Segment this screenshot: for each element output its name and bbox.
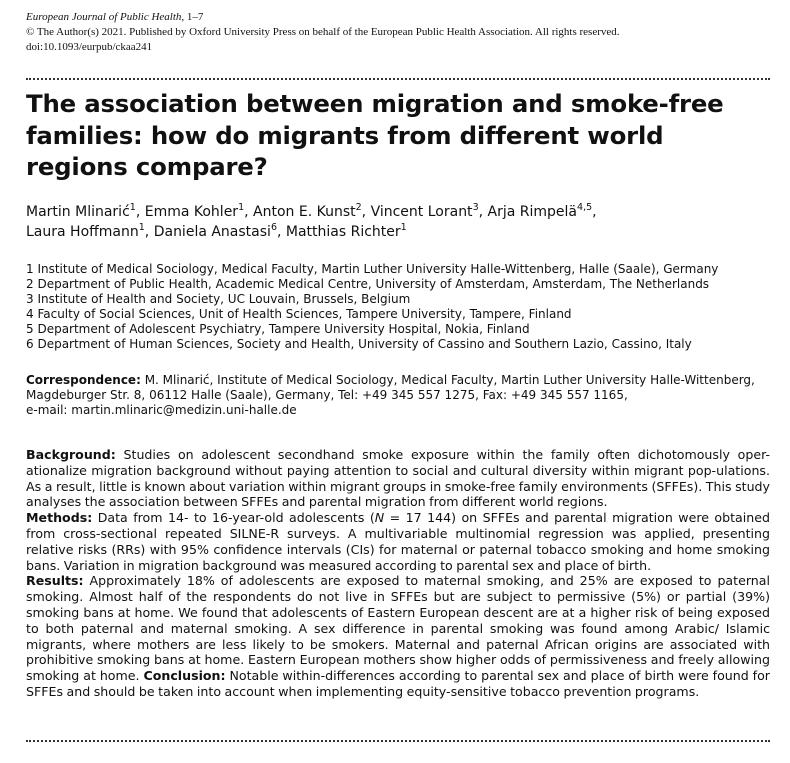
affiliation-item: 3 Institute of Health and Society, UC Louvain, Brussels, Belgium [26,292,411,306]
affiliation-item: 1 Institute of Medical Sociology, Medical Faculty, Martin Luther University Halle-Wittenberg, Halle (Saale), Germany [26,262,719,276]
affiliations [26,262,770,352]
conclusion-label: Conclusion: [143,668,226,684]
citation-line [26,10,620,25]
author-list: Martin Mlinarić$^1$, Emma Kohler$^1$, Anton E. Kunst$^2$, Vincent Lorant$^3$, Arja Rimpelä$^{4,5}$, Laura Hoffmann$^1$, Daniela Anastasi$^6$, Matthias Richter$^1$ [26,202,597,240]
journal-header [26,10,620,55]
article-title: The association between migration and smoke-free families: how do migrants from different world regions compare? [26,89,724,181]
background-label: Background: [26,447,116,462]
affiliation-item: 4 Faculty of Social Sciences, Unit of Health Sciences, Tampere University, Tampere, Finland [26,307,572,321]
top-dotted-divider [26,78,770,80]
author[interactable]: Vincent Lorant$^3$ [370,202,479,220]
affiliation-item: 6 Department of Human Sciences, Society and Health, University of Cassino and Southern Lazio, Cassino, Italy [26,337,692,351]
correspondence-email[interactable]: e-mail: martin.mlinaric@medizin.uni-halle.de [26,403,297,417]
methods-label: Methods: [26,510,93,526]
results-text: Approximately 18% of adolescents are exposed to maternal smoking, and 25% are exposed to paternal smoking. Almost half of the respondents do not live in SFFEs but are subject to permissive (5%) or partial (39%) smoking bans at home. We found that adolescents of Eastern European descent are at a higher risk of being exposed to both paternal and maternal smoking. A sex difference in parental smoking was found among Arabic/ Islamic migrants, where mothers are less likely to be smokers. Maternal and paternal African origins are associated with prohibitive smoking bans at home. Eastern European mothers show higher odds of permissiveness and freely allowing smoking at home. [26,573,770,684]
author[interactable]: Martin Mlinarić$^1$ [26,202,136,220]
author[interactable]: Emma Kohler$^1$ [144,202,245,220]
affiliation-item: 2 Department of Public Health, Academic Medical Centre, University of Amsterdam, Amsterdam, The Netherlands [26,277,710,291]
author[interactable]: Laura Hoffmann$^1$ [26,222,145,240]
results-label: Results: [26,573,84,589]
correspondence [26,373,770,418]
author[interactable]: Daniela Anastasi$^6$ [153,222,277,240]
author[interactable]: Anton E. Kunst$^2$ [253,202,362,220]
methods-text: = 17 144) on SFFEs and parental migration were obtained from cross-sectional repeated SILNE-R surveys. A multivariable multinomial regression was applied, presenting relative risks (RRs) with 95% confidence intervals (CIs) for maternal or paternal tobacco smoking and home smoking bans. Variation in migration background was measured according to parental sex and place of birth. [26,510,770,573]
journal-name: European Journal of Public Health [26,11,182,23]
abstract [26,447,770,700]
correspondence-address: Magdeburger Str. 8, 06112 Halle (Saale), Germany, Tel: +49 345 557 1275, Fax: +49 345 557 1165, [26,388,628,402]
citation-pages: , 1–7 [181,11,204,23]
copyright-line: © The Author(s) 2021. Published by Oxford University Press on behalf of the European Public Health Association. All rights reserved. [26,26,620,38]
author[interactable]: Matthias Richter$^1$ [285,222,407,240]
doi-line: doi:10.1093/eurpub/ckaa241 [26,41,153,53]
methods-text: Data from 14- to 16-year-old adolescents ( [92,510,375,526]
conclusion-text: Notable within-differences according to parental sex and place of birth were found for SFFEs and should be taken into account when implementing equity-sensitive tobacco prevention programs. [26,668,770,699]
correspondence-label: Correspondence: [26,373,141,387]
sample-size-symbol: N [374,510,385,526]
affiliation-item: 5 Department of Adolescent Psychiatry, Tampere University Hospital, Nokia, Finland [26,322,530,336]
bottom-dotted-divider [26,740,770,742]
background-text: Studies on adolescent secondhand smoke exposure within the family often dichotomously oper-ationalize migration background without paying attention to social and cultural diversity within migrant pop-ulations. As a result, little is known about variation within migrant groups in smoke-free family environments (SFFEs). This study analyses the association between SFFEs and parental migration from different world regions. [26,447,770,510]
author[interactable]: Arja Rimpelä$^{4,5}$ [487,202,593,220]
correspondence-address: M. Mlinarić, Institute of Medical Sociology, Medical Faculty, Martin Luther University Halle-Wittenberg, [140,373,755,387]
